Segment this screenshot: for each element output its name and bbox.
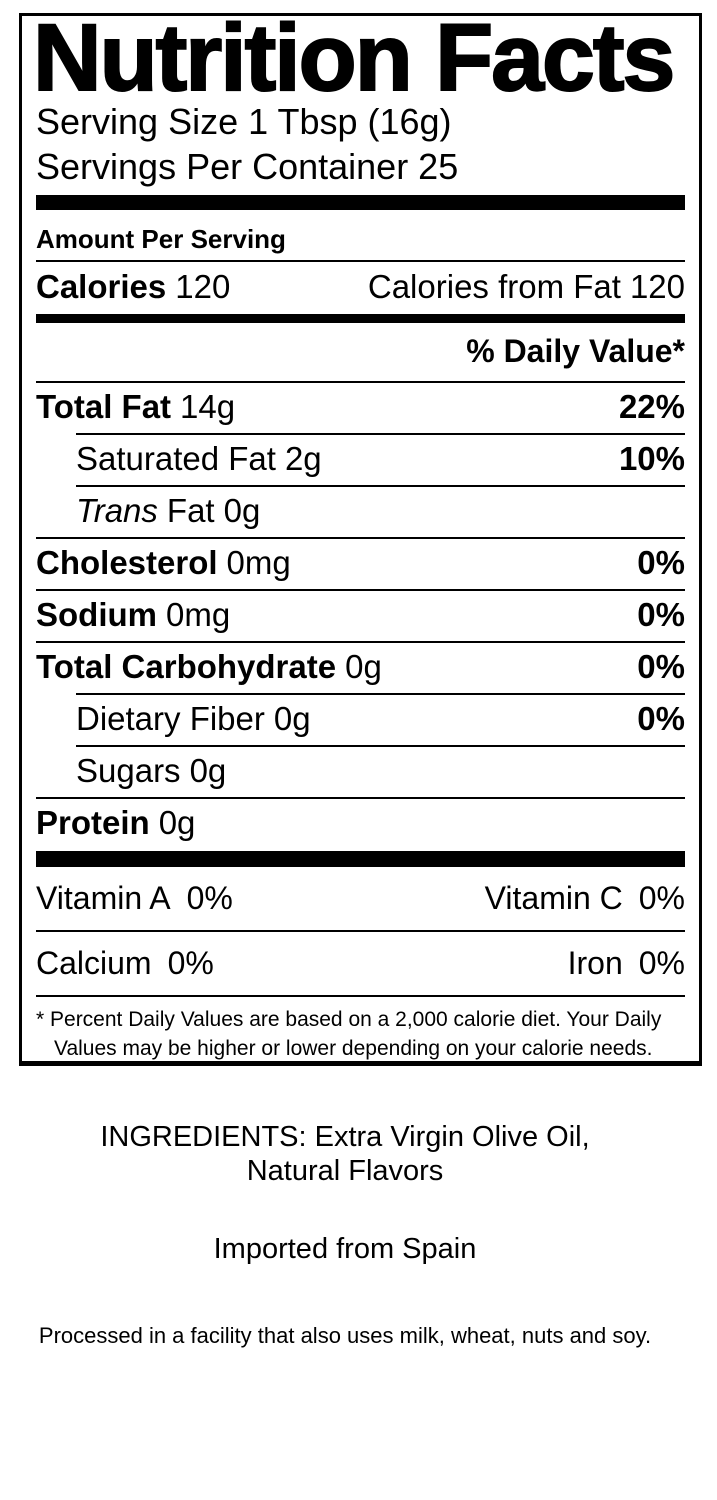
nutrient-name-amount <box>36 544 291 582</box>
calories-from-fat-label: Calories from Fat <box>367 267 621 305</box>
calcium-value: 0% <box>167 944 214 981</box>
nutrient-name-amount <box>36 388 235 426</box>
nutrient-name-amount <box>76 700 311 738</box>
nutrient-row-trans-fat <box>36 487 685 537</box>
nutrient-name-amount <box>36 648 382 686</box>
nutrient-dv: 10% <box>618 439 685 477</box>
calories-row <box>36 262 685 314</box>
nutrient-row-total-carbohydrate <box>36 643 685 693</box>
serving-size-line: Serving Size 1 Tbsp (16g) <box>36 100 452 142</box>
vitamin-a-label: Vitamin A <box>36 879 171 916</box>
nutrient-name: Protein <box>36 803 150 841</box>
nutrient-amount: 14g <box>180 387 236 425</box>
mineral-row <box>36 932 685 995</box>
calcium-cell <box>36 945 214 982</box>
nutrient-name: Total Fat <box>36 387 172 425</box>
servings-per-container-line: Servings Per Container 25 <box>36 145 459 187</box>
daily-value-footnote: * Percent Daily Values are based on a 2,000 calorie diet. Your Daily Values may be higher or lower depending on your calorie needs. <box>36 1007 662 1060</box>
supplementary-text-block <box>0 1120 690 1350</box>
nutrient-amount: 0mg <box>226 543 291 581</box>
nutrient-row-cholesterol <box>36 539 685 589</box>
calories-value: 120 <box>175 267 231 305</box>
nutrient-dv: 0% <box>637 543 685 581</box>
nutrient-amount: 0g <box>345 647 382 685</box>
nutrient-name: Saturated Fat <box>76 439 276 477</box>
nutrient-name: Total Carbohydrate <box>36 647 337 685</box>
ingredients-line-1: INGREDIENTS: Extra Virgin Olive Oil, <box>100 1121 590 1153</box>
nutrient-amount: 2g <box>284 439 322 477</box>
nutrient-name: Sugars <box>76 751 181 789</box>
nutrient-row-saturated-fat <box>36 435 685 485</box>
allergen-statement: Processed in a facility that also uses milk, wheat, nuts and soy. <box>38 1323 652 1348</box>
nutrient-amount: 0g <box>158 803 196 841</box>
nutrient-amount: 0g <box>189 751 227 789</box>
nutrient-name: Sodium <box>36 595 157 633</box>
nutrient-name-amount <box>36 804 195 842</box>
nutrient-row-protein <box>36 799 685 849</box>
calcium-label: Calcium <box>36 944 152 981</box>
nutrient-dv: 0% <box>637 595 685 633</box>
nutrient-amount: 0mg <box>166 595 231 633</box>
nutrient-name-amount <box>76 492 260 530</box>
nutrient-row-total-fat <box>36 383 685 433</box>
nutrient-amount: 0g <box>273 699 311 737</box>
nutrient-name-amount <box>76 752 226 790</box>
iron-label: Iron <box>567 944 623 981</box>
iron-value: 0% <box>638 944 685 981</box>
nutrition-facts-panel <box>19 5 702 1066</box>
amount-per-serving-heading: Amount Per Serving <box>36 223 286 254</box>
calories-from-fat <box>368 268 685 306</box>
vitamin-c-cell <box>485 880 685 917</box>
nutrient-name: Dietary Fiber <box>76 699 265 737</box>
daily-value-header: % Daily Value* <box>466 332 685 369</box>
calories-left <box>36 268 230 306</box>
vitamin-a-value: 0% <box>186 879 233 916</box>
nutrient-amount: 0g <box>223 491 261 529</box>
nutrient-name: Fat <box>166 491 215 529</box>
nutrient-row-sugars <box>36 747 685 797</box>
nutrient-dv: 0% <box>637 647 685 685</box>
vitamin-a-cell <box>36 880 233 917</box>
nutrient-row-dietary-fiber <box>36 695 685 745</box>
calories-label: Calories <box>36 267 167 305</box>
vitamin-c-label: Vitamin C <box>484 879 623 916</box>
nutrient-dv: 22% <box>618 387 685 425</box>
nutrient-name-italic: Trans <box>76 491 158 529</box>
nutrient-name-amount <box>76 440 322 478</box>
section-separator-bar-medium <box>36 314 685 323</box>
vitamin-c-value: 0% <box>638 879 685 916</box>
nutrient-row-sodium <box>36 591 685 641</box>
panel-title: Nutrition Facts <box>33 5 674 111</box>
nutrient-name: Cholesterol <box>36 543 218 581</box>
origin-statement: Imported from Spain <box>213 1233 477 1265</box>
nutrient-dv: 0% <box>637 699 685 737</box>
nutrient-name-amount <box>36 596 230 634</box>
section-separator-bar-thick <box>36 851 685 867</box>
section-separator-bar-thick <box>36 195 685 210</box>
iron-cell <box>568 945 685 982</box>
calories-from-fat-value: 120 <box>629 267 685 305</box>
vitamin-row <box>36 867 685 930</box>
ingredients-line-2: Natural Flavors <box>246 1155 444 1187</box>
